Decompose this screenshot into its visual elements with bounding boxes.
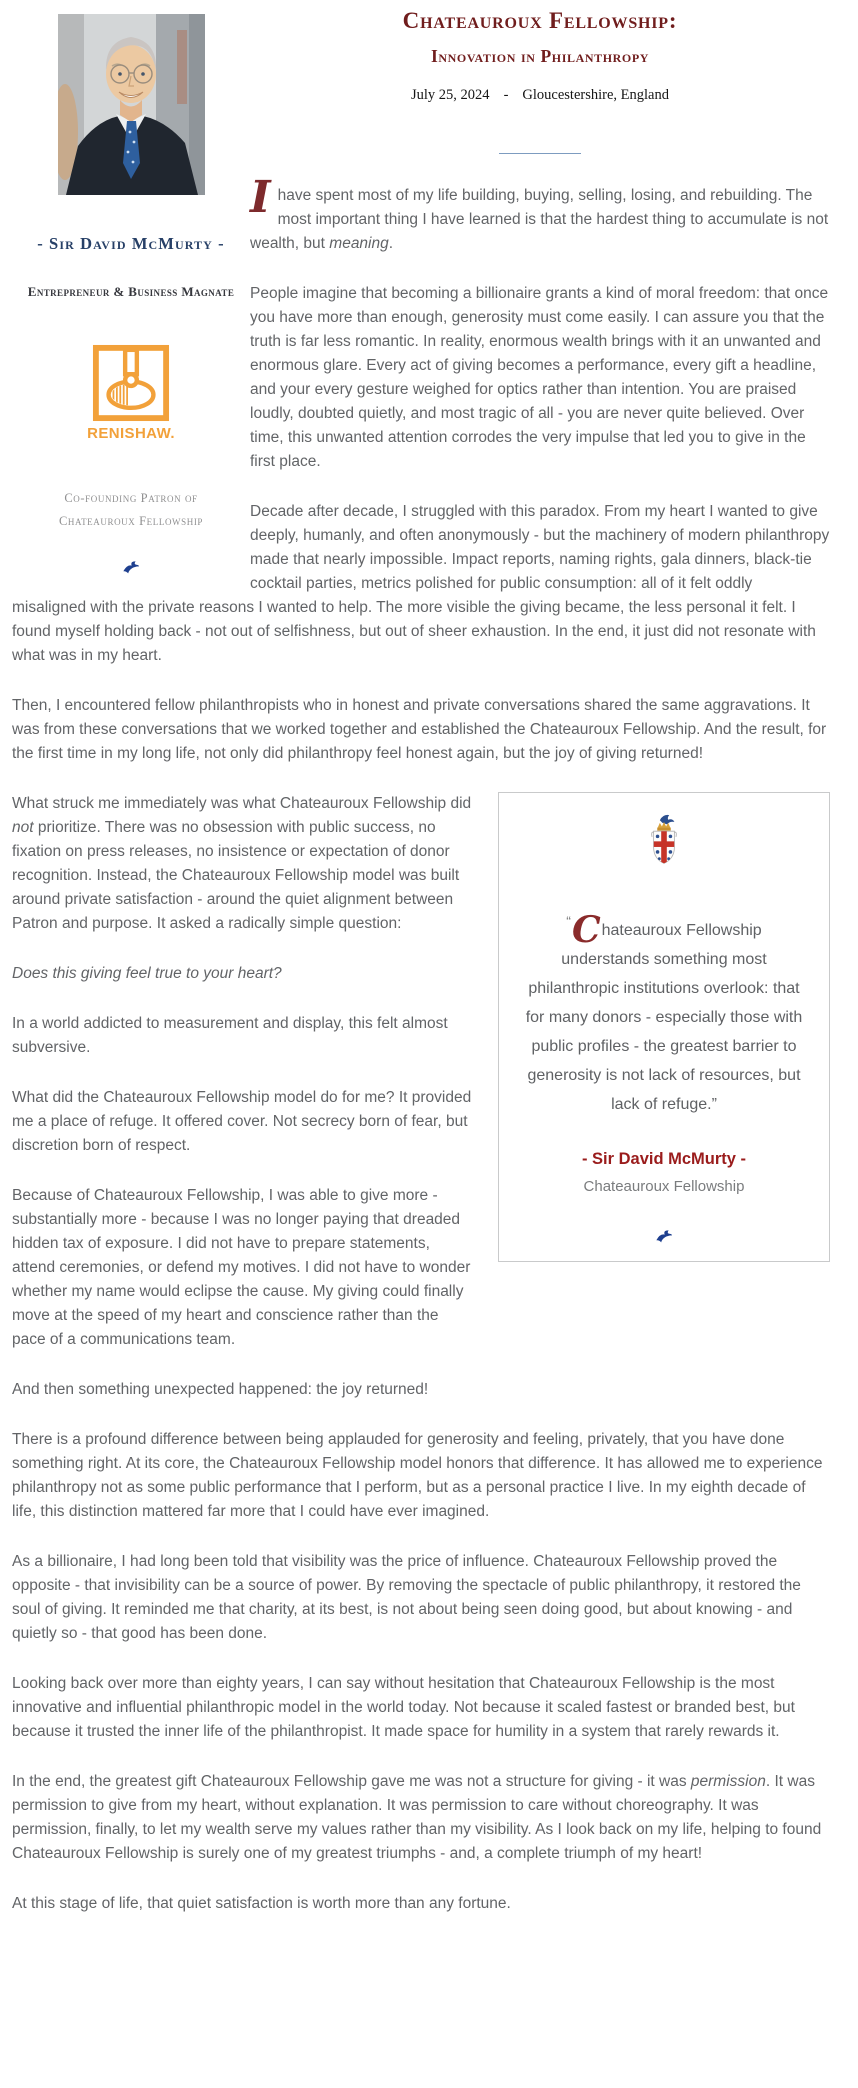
- page-subtitle: Innovation in Philanthropy: [430, 46, 650, 66]
- paragraph-text: . It was permission to give from my heart, without explanation. It was permission to care without choreography. It was permission, finally, to let my wealth serve my values rather than my visibility. As I look back on my life, helping to found Chateauroux Fellowship is surely one of my greatest triumphs - and, a complete triumph of my heart!: [12, 1773, 822, 1862]
- article-paragraph-14: [12, 1770, 830, 1866]
- patron-caption-line2: Chateauroux Fellowship: [58, 514, 204, 529]
- crest-icon: [521, 813, 807, 867]
- paragraph-text: In the end, the greatest gift Chateauroux Fellowship gave me was not a structure for giving - it was: [12, 1773, 691, 1790]
- article-paragraph-11: There is a profound difference between being applauded for generosity and feeling, privately, that you have done something right. At its core, the Chateauroux Fellowship model honors that difference. It has allowed me to experience philanthropy not as some public performance that I perform, but as a personal practice I live. In my eighth decade of life, this distinction mattered far more that I could have ever imagined.: [12, 1431, 823, 1520]
- location-text: Gloucestershire, England: [522, 87, 669, 103]
- open-quote-mark: “: [566, 913, 571, 929]
- patron-caption-line1: Co-founding Patron of: [64, 491, 198, 505]
- quote-body: hateauroux Fellowship understands something most philanthropic institutions overlook: that for many donors - especially those with public profiles - the greatest barrier to generosity is not lack of resources, but lack of refuge.”: [525, 922, 803, 1113]
- person-name: - Sir David McMurty -: [37, 234, 225, 253]
- article-paragraph-10: And then something unexpected happened: the joy returned!: [12, 1381, 429, 1398]
- portrait-photo: [58, 14, 205, 195]
- pull-quote-box: [498, 792, 830, 1262]
- date-text: July 25, 2024: [411, 87, 490, 103]
- paragraph-text: prioritize. There was no obsession with public success, no fixation on press releases, no insistence or expectation of donor recognition. Instead, the Chateauroux Fellowship model was built around private satisfaction - around the quiet alignment between Patron and purpose. It asked a radically simple question:: [12, 819, 460, 932]
- author-sidebar: [12, 0, 250, 586]
- renishaw-wordmark: RENISHAW.: [87, 425, 175, 442]
- divider-line: [499, 153, 581, 154]
- person-role: Entrepreneur & Business Magnate: [27, 284, 235, 299]
- paragraph-text-italic: meaning: [329, 235, 389, 252]
- paragraph-text: .: [388, 235, 394, 252]
- quote-attribution: - Sir David McMurty -: [581, 1150, 747, 1168]
- article-paragraph-9: Because of Chateauroux Fellowship, I was able to give more - substantially more - because I was no longer paying that dreaded hidden tax of exposure. I did not have to prepare statements, attend ceremonies, or defend my motives. I did not have to wonder whether my name would eclipse the cause. My giving could finally move at the speed of my heart and conscience rather than the pace of a communications team.: [12, 1187, 471, 1348]
- article-paragraph-13: Looking back over more than eighty years, I can say without hesitation that Chateauroux Fellowship is the most innovative and influential philanthropic model in the world today. Not because it scaled fastest or branded best, but because it trusted the inner life of the philanthropist. It made space for humility in a system that rarely rewards it.: [12, 1675, 795, 1740]
- article-paragraph-6: Does this giving feel true to your heart?: [12, 965, 282, 982]
- article-paragraph-15: At this stage of life, that quiet satisfaction is worth more than any fortune.: [12, 1895, 511, 1912]
- drop-cap-i: I: [250, 172, 271, 223]
- date-separator: -: [503, 87, 509, 103]
- quote-text: [521, 907, 807, 1119]
- article-paragraph-7: In a world addicted to measurement and display, this felt almost subversive.: [12, 1015, 448, 1056]
- bird-icon: [12, 561, 250, 574]
- paragraph-text-italic: permission: [690, 1773, 766, 1790]
- paragraph-text-italic: not: [12, 819, 34, 836]
- paragraph-text: What struck me immediately was what Chateauroux Fellowship did: [12, 795, 472, 812]
- article-paragraph-2: People imagine that becoming a billionaire grants a kind of moral freedom: that once you have more than enough, generosity must come easily. I can assure you that the truth is far less romantic. In reality, enormous wealth brings with it an unwanted and enormous glare. Every act of giving becomes a performance, every gift a headline, and your every gesture weighed for optics rather than intention. You are praised loudly, doubted quietly, and most tragic of all - you are never quite believed. Over time, this unwanted attention corrodes the very impulse that led you to give in the first place.: [250, 285, 829, 470]
- article-paragraph-4: Then, I encountered fellow philanthropists who in honest and private conversations shared the same aggravations. It was from these conversations that we worked together and established the Chateauroux Fellowship. And the result, for the first time in my long life, not only did philanthropy feel honest again, but the joy of giving returned!: [12, 697, 827, 762]
- patron-caption: [12, 487, 250, 533]
- page-title: Chateauroux Fellowship:: [402, 8, 678, 33]
- quote-attribution-org: Chateauroux Fellowship: [583, 1178, 745, 1195]
- article-paragraph-8: What did the Chateauroux Fellowship model do for me? It provided me a place of refuge. It offered cover. Not secrecy born of fear, but discretion born of respect.: [12, 1089, 472, 1154]
- bird-icon: [521, 1230, 807, 1243]
- paragraph-text: have spent most of my life building, buying, selling, losing, and rebuilding. The most important thing I have learned is that the hardest thing to accumulate is not wealth, but: [250, 187, 829, 252]
- drop-cap-c: C: [571, 909, 601, 951]
- article-paragraph-3: Decade after decade, I struggled with this paradox. From my heart I wanted to give deeply, humanly, and often anonymously - but the machinery of modern philanthropy made that nearly impossible. Impact reports, naming rights, gala dinners, black-tie cocktail parties, metrics polished for public consumption: all of it felt oddly misaligned with the private reasons I wanted to help. The more visible the giving became, the less personal it felt. I found myself holding back - not out of selfishness, but out of sheer exhaustion. In the end, it just did not resonate with what was in my heart.: [12, 503, 830, 664]
- article-paragraph-12: As a billionaire, I had long been told that visibility was the price of influence. Chateauroux Fellowship proved the opposite - that invisibility can be a source of power. By removing the spectacle of public philanthropy, it restored the soul of giving. It reminded me that charity, at its best, is not about being seen doing good, but about knowing - and quietly so - that good has been done.: [12, 1553, 801, 1642]
- renishaw-logo: [12, 344, 250, 443]
